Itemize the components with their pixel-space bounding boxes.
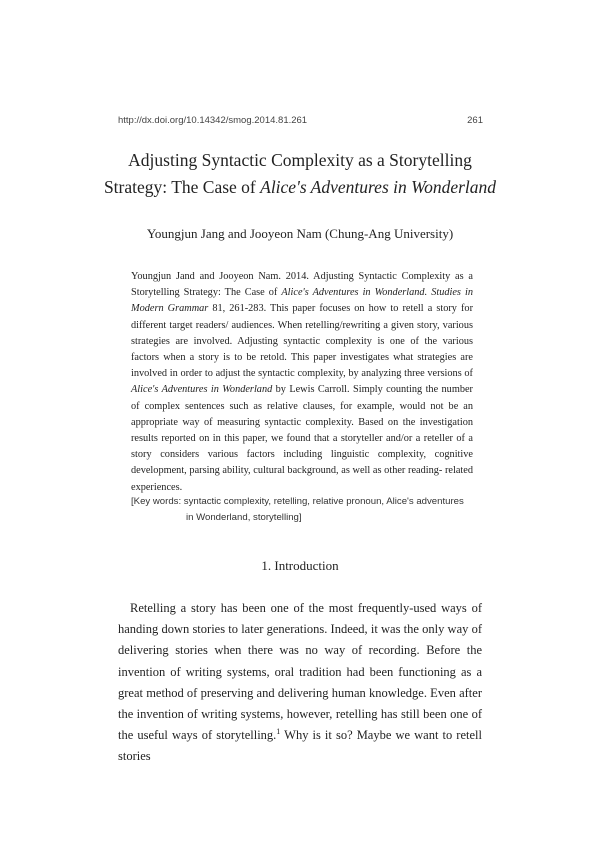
footnote-marker[interactable]: 1 bbox=[276, 727, 281, 737]
abstract-italic-2: Alice's Adventures in Wonderland bbox=[131, 384, 273, 396]
keywords-line-2: in Wonderland, storytelling] bbox=[186, 512, 302, 523]
section-heading: 1. Introduction bbox=[261, 558, 339, 573]
abstract-part-1: Youngjun Jand and Jooyeon Nam. 2014. Adjusting Syntactic Complexity as a Storytelling Strategy: The Case of bbox=[131, 271, 473, 299]
doi-link[interactable]: http://dx.doi.org/10.14342/smog.2014.81.261 bbox=[118, 115, 308, 126]
body-text-main: Retelling a story has been one of the most frequently-used ways of handing down stories to later generations. Indeed, it was the only way of delivering stories when there was no way of recording. Before the invention of writing systems, oral tradition had been functioning as a great method of preserving and delivering human knowledge. Even after the invention of writing systems, however, retelling has still been one of the useful ways of storytelling. bbox=[118, 601, 482, 743]
title-line-1: Adjusting Syntactic Complexity as a Storytelling bbox=[128, 150, 472, 170]
page-number: 261 bbox=[467, 115, 483, 126]
abstract-part-3: by Lewis Carroll. Simply counting the number of complex sentences such as relative clauses, for example, would not be an appropriate way of measuring syntactic complexity. Based on the investigation results reported on in this paper, we found that a storyteller and/or a reteller of a story considers various factors including linguistic complexity, cognitive development, parsing ability, cultural background, as well as other reading- related experiences. bbox=[131, 384, 473, 493]
title-line-2 bbox=[60, 174, 540, 201]
title-line-2-prefix: Strategy: The Case of bbox=[103, 177, 261, 197]
abstract-italic-1: Alice's Adventures in Wonderland. Studies in Modern Grammar bbox=[131, 287, 473, 315]
body-text-tail: Why is it so? Maybe we want to retell stories bbox=[118, 728, 482, 764]
abstract-part-2: 81, 261-283. This paper focuses on how to retell a story for different target readers/ audiences. When retelling/rewriting a given story, various strategies are involved. Adjusting syntactic complexity is one of the various factors when a story is to be retold. This paper investigates what strategies are involved in order to adjust the syntactic complexity, by analyzing three versions of bbox=[131, 303, 473, 380]
section-body bbox=[118, 598, 482, 768]
paper-title bbox=[60, 147, 540, 201]
title-italic-work: Alice's Adventures in Wonderland bbox=[260, 177, 497, 197]
abstract bbox=[131, 269, 473, 496]
keywords-line-1: [Key words: syntactic complexity, retelling, relative pronoun, Alice's adventures bbox=[131, 496, 464, 507]
keywords bbox=[131, 494, 481, 526]
author-line: Youngjun Jang and Jooyeon Nam (Chung-Ang University) bbox=[146, 226, 454, 241]
